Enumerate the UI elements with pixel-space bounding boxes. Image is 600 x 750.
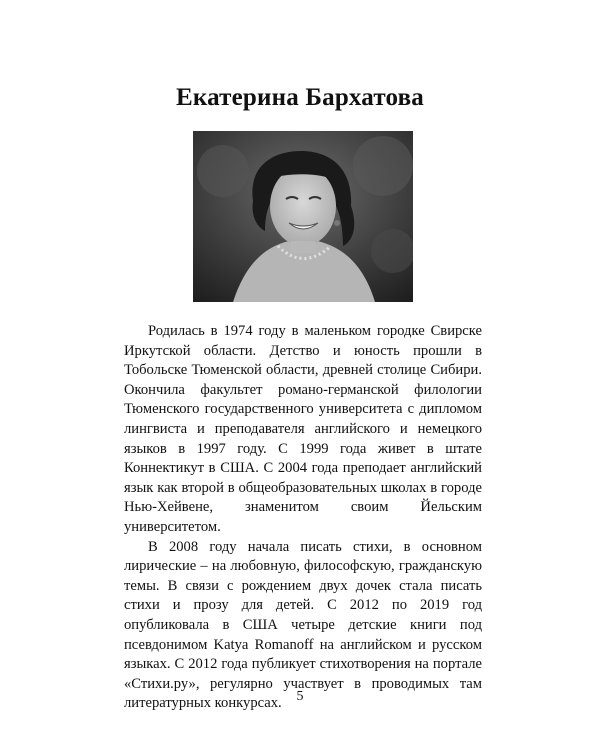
page-number: 5: [296, 689, 304, 704]
portrait-image: [193, 131, 413, 302]
biography-text: [124, 322, 482, 714]
page-title: Екатерина Бархатова: [176, 84, 424, 111]
paragraph: В 2008 году начала писать стихи, в основном лирические – на любовную, философскую, гражданскую темы. В связи с рождением двух дочек стала писать стихи и прозу для детей. С 2012 по 2019 год опубликовала в США четыре детские книги под псевдонимом Katya Romanoff на английском и русском языках. С 2012 года публикует стихотворения на портале «Стихи.ру», регулярно участвует в проводимых там литературных конкурсах.: [124, 538, 482, 712]
paragraph: Родилась в 1974 году в маленьком городке Свирске Иркутской области. Детство и юность прошли в Тобольске Тюменской области, древней столице Сибири. Окончила факультет романо-германской филологии Тюменского государственного университета с дипломом лингвиста и преподавателя английского и немецкого языков в 1997 году. С 1999 года живет в штате Коннектикут в США. С 2004 года преподает английский язык как второй в общеобразовательных школах в городе Нью-Хейвене, знаменитом своим Йельским университетом.: [124, 323, 482, 535]
portrait-photo: [193, 131, 413, 302]
